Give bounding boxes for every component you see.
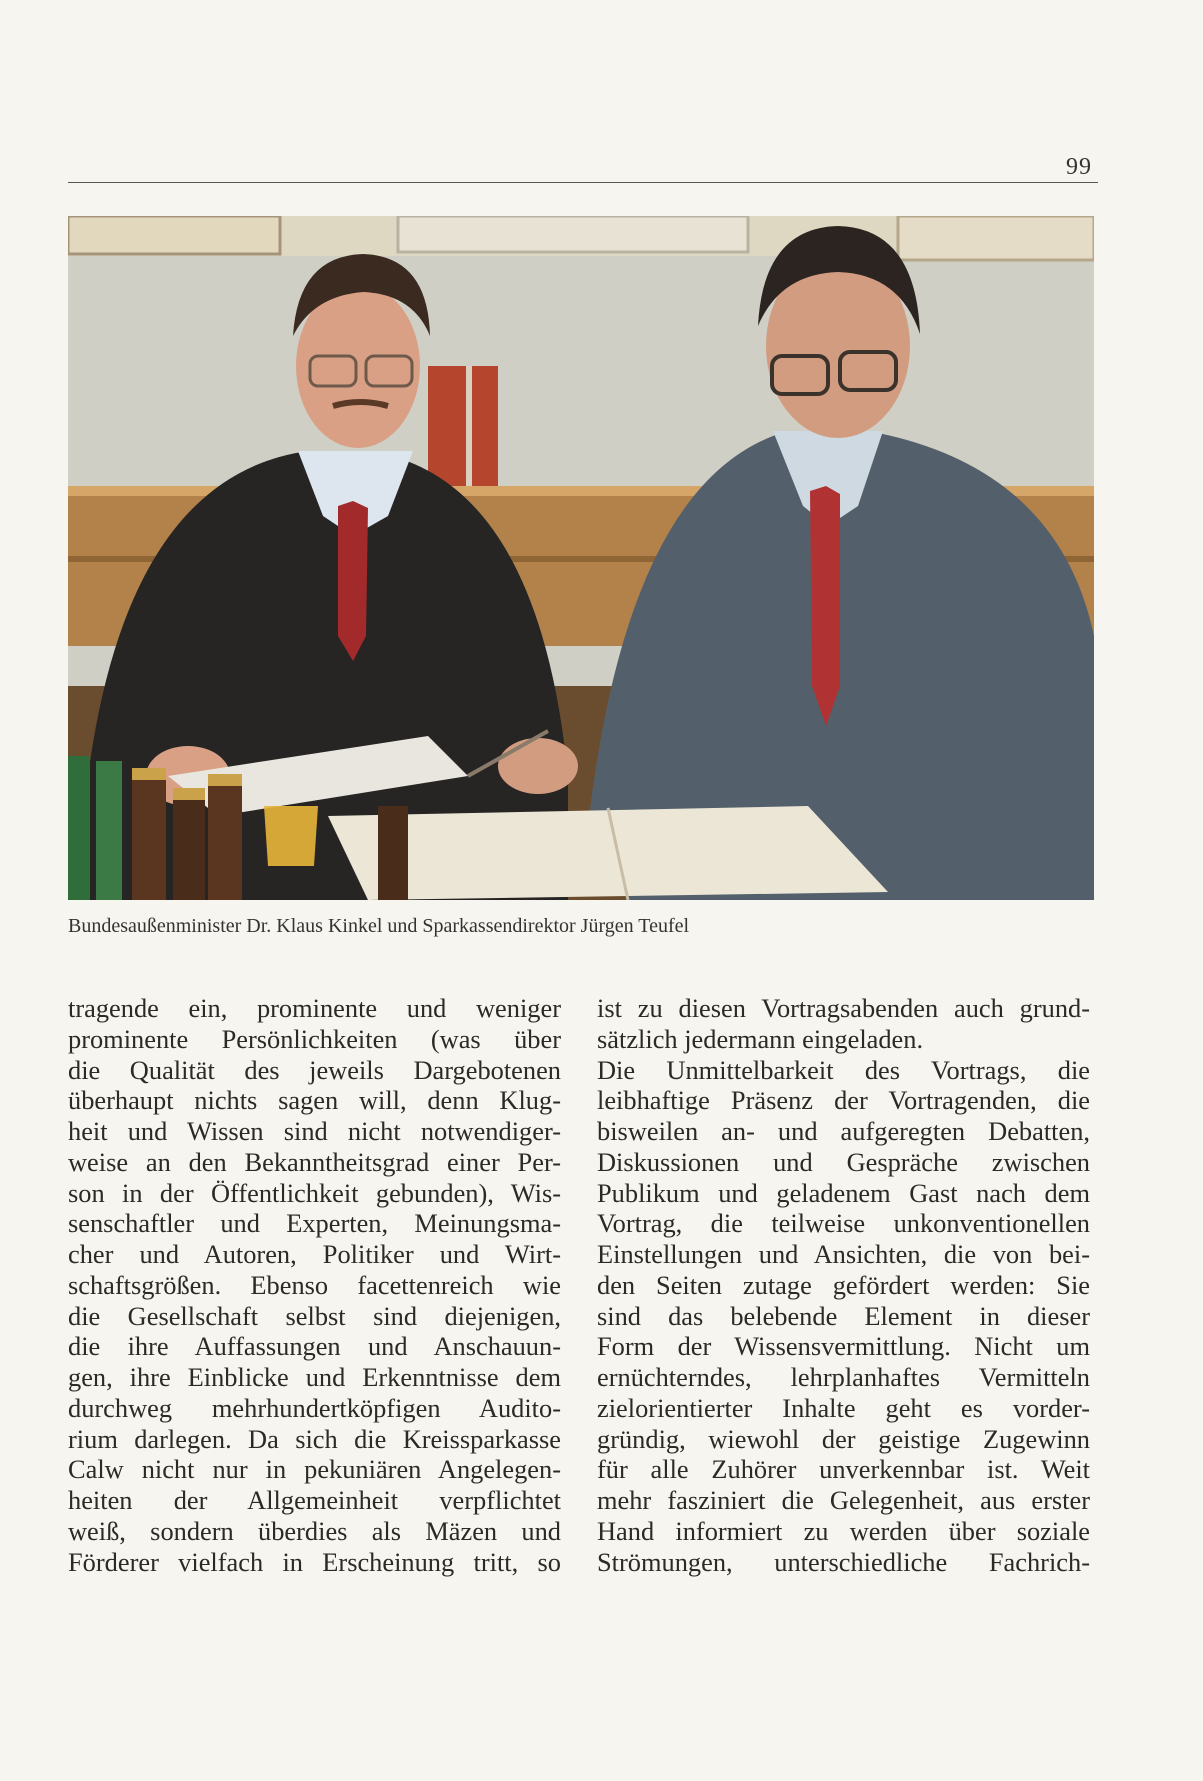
wall-frame	[398, 216, 748, 252]
text-line: tragende ein, prominente und weniger	[68, 993, 561, 1023]
text-column-right	[597, 993, 1090, 1577]
text-line: die Gesellschaft selbst sind diejenigen,	[68, 1300, 561, 1331]
juice-glass	[264, 806, 318, 866]
text-column-left	[68, 993, 561, 1577]
text-line: sind das belebende Element in dieser	[597, 1300, 1090, 1331]
text-line: Strömungen, unterschiedliche Fachrich-	[597, 1546, 1090, 1577]
text-line: weise an den Bekanntheitsgrad einer Per-	[68, 1146, 561, 1177]
text-line: mehr fasziniert die Gelegenheit, aus erster	[597, 1485, 1090, 1515]
text-line: senschaftler und Experten, Meinungsma-	[68, 1208, 561, 1239]
text-line: rium darlegen. Da sich die Kreissparkasse	[68, 1423, 561, 1454]
text-line: son in der Öffentlichkeit gebunden), Wis-	[68, 1177, 561, 1208]
text-line: zielorientierter Inhalte geht es vorder-	[597, 1392, 1090, 1423]
photo-illustration	[68, 216, 1094, 900]
text-line: heiten der Allgemeinheit verpflichtet	[68, 1485, 561, 1515]
text-line: ernüchterndes, lehrplanhaftes Vermitteln	[597, 1362, 1090, 1392]
text-line: überhaupt nichts sagen will, denn Klug-	[68, 1085, 561, 1116]
text-line: gründig, wiewohl der geistige Zugewinn	[597, 1423, 1090, 1454]
text-line: durchweg mehrhundertköpfigen Audito-	[68, 1392, 561, 1423]
text-line: Calw nicht nur in pekuniären Angelegen-	[68, 1454, 561, 1485]
photo	[68, 216, 1094, 900]
text-line: cher und Autoren, Politiker und Wirt-	[68, 1239, 561, 1269]
text-line: sätzlich jedermann eingeladen.	[597, 1023, 924, 1054]
text-line: bisweilen an- und aufgeregten Debatten,	[597, 1116, 1090, 1146]
text-line: leibhaftige Präsenz der Vortragenden, die	[597, 1085, 1090, 1116]
wall-frame	[68, 216, 280, 254]
text-line: für alle Zuhörer unverkennbar ist. Weit	[597, 1454, 1090, 1485]
text-line: ist zu diesen Vortragsabenden auch grund-	[597, 993, 1090, 1023]
text-line: weiß, sondern überdies als Mäzen und	[68, 1515, 561, 1546]
page-number: 99	[1066, 154, 1092, 180]
text-line: Die Unmittelbarkeit des Vortrags, die	[597, 1054, 1090, 1085]
text-line: schaftsgrößen. Ebenso facettenreich wie	[68, 1269, 561, 1300]
text-line: Publikum und geladenem Gast nach dem	[597, 1177, 1090, 1208]
text-line: heit und Wissen sind nicht notwendiger-	[68, 1116, 561, 1146]
text-line: die ihre Auffassungen und Anschauun-	[68, 1331, 561, 1362]
text-line: Förderer vielfach in Erscheinung tritt, so	[68, 1546, 561, 1577]
text-line: Diskussionen und Gespräche zwischen	[597, 1146, 1090, 1177]
guest-book	[328, 806, 888, 900]
text-line: prominente Persönlichkeiten (was über	[68, 1023, 561, 1054]
text-line: Form der Wissensvermittlung. Nicht um	[597, 1331, 1090, 1362]
text-line: den Seiten zutage gefördert werden: Sie	[597, 1269, 1090, 1300]
text-line: gen, ihre Einblicke und Erkenntnisse dem	[68, 1362, 561, 1392]
red-binders	[428, 366, 498, 486]
wall-frame	[898, 216, 1094, 260]
text-line: Einstellungen und Ansichten, die von bei-	[597, 1239, 1090, 1269]
header-rule	[68, 182, 1098, 183]
photo-caption: Bundesaußenminister Dr. Klaus Kinkel und Sparkassendirektor Jürgen Teufel	[68, 915, 690, 937]
text-line: Vortrag, die teilweise unkonventionellen	[597, 1208, 1090, 1239]
text-line: die Qualität des jeweils Dargebotenen	[68, 1054, 561, 1085]
text-line: Hand informiert zu werden über soziale	[597, 1515, 1090, 1546]
